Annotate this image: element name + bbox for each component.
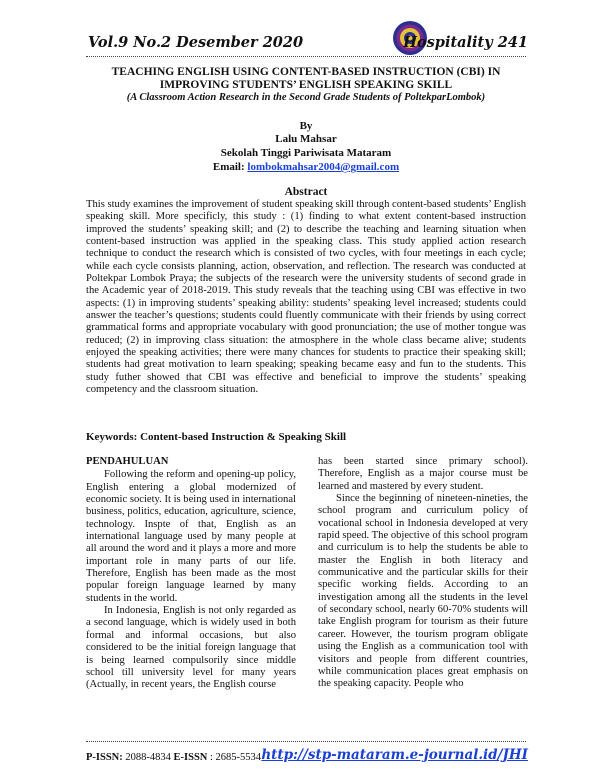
issn-value: 2088-4834 xyxy=(122,752,174,763)
eissn-value: : 2685-5534 xyxy=(207,752,262,763)
paragraph: Since the beginning of nineteen-nineties, the school program and curriculum policy of vocational school in Indonesia developed at very rapid speed. The objective of this school program and curriculum is to help the students be able to master the English in both literacy and communicative and the particular skills for their specific working fields. According to an investigation among all the students in the level of secondary school, nearly 60-70% students will take English program for tourism as their future career. However, the tourism program obligate using the English as a communication tool with visitors and people from different countries, while communication places great emphasis on the speaking capacity. People who xyxy=(318,493,528,690)
author-name: Lalu Mahsar xyxy=(275,133,337,145)
issn-label: P-ISSN: xyxy=(86,752,123,763)
journal-volume-header: Vol.9 No.2 Desember 2020 xyxy=(88,34,304,51)
abstract-body: This study examines the improvement of student speaking skill through content-based students’ English speaking skill. More specificly, this study : (1) finding to what extent content-based instruction improved the students’ speaking skill; and (2) to describe the teaching and learning situation when content-based instruction was applied in the speaking class. This study applied action research technique to conduct the research which is consisted of two cycles, with four meetings in each cycle; while each cycle consists planning, action, observation, and reflection. The research was conducted at Poltekpar Lombok Praya; the subjects of the research were the university students of second grade in the Academic year of 2018-2019. This study reveals that the teaching using CBI was effective in two aspects: (1) in improving students’ speaking ability: students’ speaking level increased; students could answer the teacher’s questions; students could fluently communicate with their friends by using correct grammatical forms and appropriate vocabulary with good pronunciation; the use of mother tongue was reduced; (2) in improving class situation: the atmosphere in the whole class became alive; students enjoyed the speaking activities; there were many chances for students to practice their speaking skill; students had great motivation to learn speaking; speaking became easy and fun to the students. This study futher showed that CBI was effective and beneficial to improve the students’ speaking competency and the classroom situation. xyxy=(86,199,526,396)
section-heading: PENDAHULUAN xyxy=(86,456,169,467)
issn-info xyxy=(86,752,261,763)
email-link[interactable]: lombokmahsar2004@gmail.com xyxy=(247,161,400,173)
eissn-label: E-ISSN xyxy=(173,752,208,763)
title-line-1: TEACHING ENGLISH USING CONTENT-BASED INSTRUCTION (CBI) IN xyxy=(111,66,501,78)
body-column-left xyxy=(86,456,296,692)
author-email-line xyxy=(86,161,526,173)
paragraph: Following the reform and opening-up policy, English entering a global modernized of economic society. It is being used in international business, politics, education, agriculture, science, technology. Inspte of that, English as an international language used by many people at all around the word and it plays a more and more important role in many parts of our life. Therefore, English has been made as the most popular foreign language learned by many students in the world. xyxy=(86,469,296,604)
footer-divider xyxy=(86,741,526,742)
by-label: By xyxy=(299,120,313,132)
journal-url-link[interactable]: http://stp-mataram.e-journal.id/JHI xyxy=(261,747,528,763)
abstract-heading: Abstract xyxy=(284,186,328,198)
header-divider xyxy=(86,56,526,57)
email-label: Email: xyxy=(212,161,245,173)
journal-name-page-header: Hospitality 241 xyxy=(403,34,528,51)
keywords: Keywords: Content-based Instruction & Speaking Skill xyxy=(86,431,347,443)
body-column-right xyxy=(318,456,528,691)
paragraph: In Indonesia, English is not only regarded as a second language, which is widely used in both formal and informal occasions, but also considered to be the initial foreign language that is being learned compulsorily since middle school till university level for many years (Actually, in recent years, the English course xyxy=(86,605,296,691)
article-subtitle: (A Classroom Action Research in the Second Grade Students of PoltekparLombok) xyxy=(126,92,486,103)
author-affiliation: Sekolah Tinggi Pariwisata Mataram xyxy=(220,147,392,159)
article-title xyxy=(86,66,526,92)
title-line-2: IMPROVING STUDENTS’ ENGLISH SPEAKING SKILL xyxy=(159,79,453,91)
paragraph-continued: has been started since primary school). Therefore, English as a major course must be learned and mastered by every student. xyxy=(318,456,528,492)
